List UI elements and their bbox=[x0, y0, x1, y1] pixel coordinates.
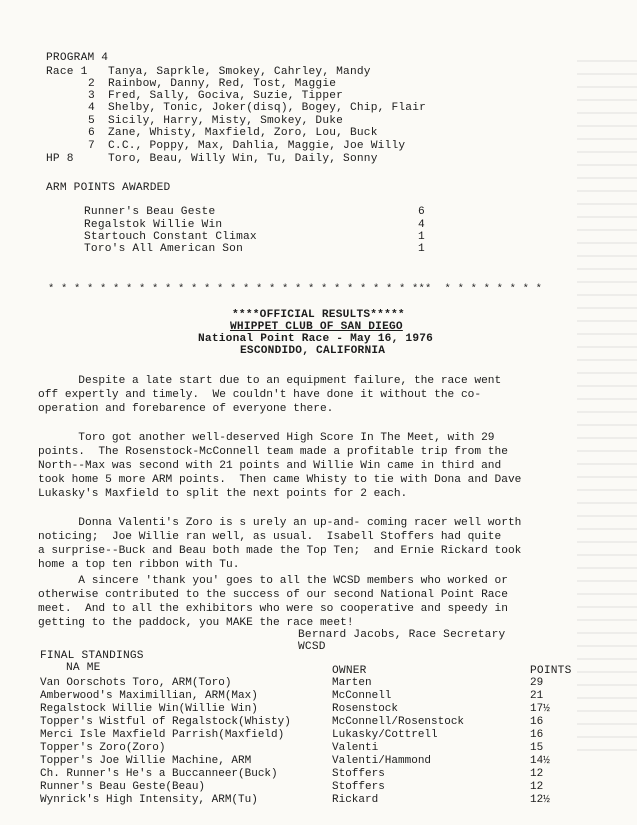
standings-owner: McConnell bbox=[332, 690, 392, 702]
arm-points-name: Toro's All American Son bbox=[84, 243, 244, 255]
program-title: PROGRAM 4 bbox=[46, 52, 109, 64]
standings-owner: Stoffers bbox=[332, 781, 385, 793]
standings-points: 12 bbox=[530, 768, 544, 780]
race-label: 5 bbox=[88, 115, 95, 127]
standings-points: 21 bbox=[530, 690, 544, 702]
standings-row bbox=[40, 690, 600, 703]
standings-row bbox=[40, 742, 600, 755]
club-name: WHIPPET CLUB OF SAN DIEGO bbox=[230, 321, 403, 333]
standings-points: 12½ bbox=[530, 794, 550, 806]
standings-points: 16 bbox=[530, 716, 544, 728]
standings-owner: McConnell/Rosenstock bbox=[332, 716, 465, 728]
column-header-owner: OWNER bbox=[332, 665, 367, 677]
standings-row bbox=[40, 781, 600, 794]
race-label: HP 8 bbox=[46, 153, 74, 165]
standings-dog-name: Van Oorschots Toro, ARM(Toro) bbox=[40, 677, 232, 689]
standings-row bbox=[40, 677, 600, 690]
standings-points: 17½ bbox=[530, 703, 550, 715]
standings-points: 29 bbox=[530, 677, 544, 689]
standings-points: 16 bbox=[530, 729, 544, 741]
paragraph-zoro: Donna Valenti's Zoro is s urely an up-and- coming racer well worth noticing; Joe Willie ran well, as usual. Isabell Stoffers had quite a surprise--Buck and Beau both made the Top Ten; and Ernie Rickard took home a top ten ribbon with Tu. bbox=[38, 517, 522, 571]
standings-points: 12 bbox=[530, 781, 544, 793]
race-label: 3 bbox=[88, 90, 95, 102]
race-location: ESCONDIDO, CALIFORNIA bbox=[240, 345, 386, 357]
paragraph-thanks: A sincere 'thank you' goes to all the WCSD members who worked or otherwise contributed to the success of our second National Point Race meet. And to all the exhibitors who were so cooperative and speedy in getting to the paddock, you MAKE the race meet! bbox=[38, 575, 508, 629]
standings-owner: Valenti bbox=[332, 742, 379, 754]
race-entries: C.C., Poppy, Max, Dahlia, Maggie, Joe Willy bbox=[108, 140, 406, 152]
race-entries: Toro, Beau, Willy Win, Tu, Daily, Sonny bbox=[108, 153, 378, 165]
standings-dog-name: Amberwood's Maximillian, ARM(Max) bbox=[40, 690, 258, 702]
arm-points-heading: ARM POINTS AWARDED bbox=[46, 182, 171, 194]
bleed-through-text bbox=[577, 60, 637, 760]
standings-dog-name: Runner's Beau Geste(Beau) bbox=[40, 781, 206, 793]
race-title: National Point Race - May 16, 1976 bbox=[198, 333, 434, 345]
results-banner: ****OFFICIAL RESULTS***** bbox=[232, 309, 405, 321]
standings-owner: Stoffers bbox=[332, 768, 385, 780]
asterisk-divider: * * * * * * * * * * * * * * * * * * * * * * * * * * * * *** * * * * * * * * bbox=[48, 283, 543, 295]
race-label: 4 bbox=[88, 102, 95, 114]
arm-points-value: 1 bbox=[418, 231, 425, 243]
arm-points-name: Startouch Constant Climax bbox=[84, 231, 257, 243]
standings-points: 15 bbox=[530, 742, 544, 754]
standings-dog-name: Topper's Joe Willie Machine, ARM bbox=[40, 755, 252, 767]
race-entries: Sicily, Harry, Misty, Smokey, Duke bbox=[108, 115, 344, 127]
race-label: 6 bbox=[88, 127, 95, 139]
standings-owner: Lukasky/Cottrell bbox=[332, 729, 438, 741]
standings-row bbox=[40, 755, 600, 768]
race-label: 7 bbox=[88, 140, 95, 152]
standings-dog-name: Topper's Wistful of Regalstock(Whisty) bbox=[40, 716, 291, 728]
arm-points-value: 1 bbox=[418, 243, 425, 255]
paragraph-toro: Toro got another well-deserved High Score In The Meet, with 29 points. The Rosenstock-McConnell team made a profitable trip from the North--Max was second with 21 points and Willie Win came in third and took home 5 more ARM points. Then came Whisty to tie with Dona and Dave Lukasky's Maxfield to split the next points for 2 each. bbox=[38, 432, 522, 500]
race-entries: Rainbow, Danny, Red, Tost, Maggie bbox=[108, 78, 337, 90]
race-entries: Fred, Sally, Gociva, Suzie, Tipper bbox=[108, 90, 344, 102]
standings-row bbox=[40, 768, 600, 781]
standings-owner: Valenti/Hammond bbox=[332, 755, 432, 767]
standings-row bbox=[40, 794, 600, 807]
standings-dog-name: Topper's Zoro(Zoro) bbox=[40, 742, 166, 754]
signature-org: WCSD bbox=[298, 641, 326, 653]
race-entries: Zane, Whisty, Maxfield, Zoro, Lou, Buck bbox=[108, 127, 378, 139]
standings-heading: FINAL STANDINGS bbox=[40, 650, 144, 662]
arm-points-name: Runner's Beau Geste bbox=[84, 206, 216, 218]
race-entries: Shelby, Tonic, Joker(disq), Bogey, Chip, Flair bbox=[108, 102, 427, 114]
arm-points-value: 6 bbox=[418, 206, 425, 218]
standings-dog-name: Merci Isle Maxfield Parrish(Maxfield) bbox=[40, 729, 285, 741]
paragraph-intro: Despite a late start due to an equipment failure, the race went off expertly and timely. We couldn't have done it without the co- operation and forebarence of everyone there. bbox=[38, 375, 502, 415]
arm-points-value: 4 bbox=[418, 219, 425, 231]
race-label: 2 bbox=[88, 78, 95, 90]
standings-row bbox=[40, 729, 600, 742]
standings-owner: Rosenstock bbox=[332, 703, 399, 715]
column-header-points: POINTS bbox=[530, 665, 572, 677]
standings-dog-name: Ch. Runner's He's a Buccanneer(Buck) bbox=[40, 768, 278, 780]
standings-owner: Marten bbox=[332, 677, 372, 689]
standings-owner: Rickard bbox=[332, 794, 379, 806]
standings-dog-name: Regalstock Willie Win(Willie Win) bbox=[40, 703, 258, 715]
column-header-name: NA ME bbox=[66, 662, 101, 674]
signature-name: Bernard Jacobs, Race Secretary bbox=[298, 629, 506, 641]
standings-row bbox=[40, 716, 600, 729]
standings-row bbox=[40, 703, 600, 716]
race-entries: Tanya, Saprkle, Smokey, Cahrley, Mandy bbox=[108, 66, 371, 78]
standings-points: 14½ bbox=[530, 755, 550, 767]
standings-dog-name: Wynrick's High Intensity, ARM(Tu) bbox=[40, 794, 258, 806]
race-label: Race 1 bbox=[46, 66, 88, 78]
arm-points-name: Regalstok Willie Win bbox=[84, 219, 223, 231]
